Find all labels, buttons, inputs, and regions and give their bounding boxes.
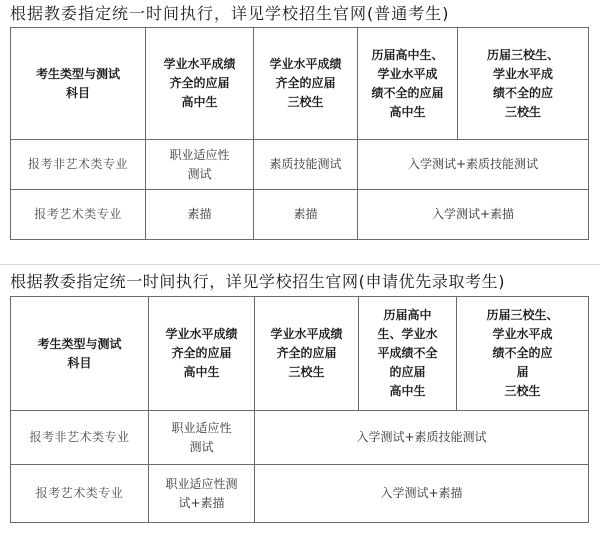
row-label-non-art: 报考非艺术类专业 <box>11 411 149 465</box>
section-title-regular: 根据教委指定统一时间执行，详见学校招生官网(普通考生) <box>10 4 450 23</box>
table-cell: 职业适应性 测试 <box>149 411 255 465</box>
row-label-non-art: 报考非艺术类专业 <box>11 140 146 190</box>
header-cell-category: 考生类型与测试 科目 <box>11 28 146 140</box>
header-cell-past-vocational: 历届三校生、 学业水平成 绩不全的应 届 三校生 <box>457 297 589 411</box>
header-cell-graduating-highschool: 学业水平成绩 齐全的应届 高中生 <box>146 28 254 140</box>
table-cell: 素描 <box>146 190 254 240</box>
row-label-art: 报考艺术类专业 <box>11 190 146 240</box>
header-cell-past-vocational: 历届三校生、 学业水平成 绩不全的应 三校生 <box>458 28 589 140</box>
table-cell: 职业适应性测 试+素描 <box>149 465 255 523</box>
table-cell-merged: 入学测试+素质技能测试 <box>255 411 589 465</box>
table-row <box>11 140 589 190</box>
table-row <box>11 411 589 465</box>
table-header-row <box>11 28 589 140</box>
table-cell: 职业适应性 测试 <box>146 140 254 190</box>
table-cell-merged: 入学测试+素质技能测试 <box>358 140 589 190</box>
header-cell-graduating-vocational: 学业水平成绩 齐全的应届 三校生 <box>255 297 359 411</box>
row-label-art: 报考艺术类专业 <box>11 465 149 523</box>
exam-table-priority <box>10 296 589 523</box>
header-cell-past-highschool: 历届高中生、 学业水平成 绩不全的应届 高中生 <box>358 28 458 140</box>
exam-table-regular <box>10 27 589 240</box>
exam-section-regular <box>0 0 590 240</box>
table-cell-merged: 入学测试+素描 <box>255 465 589 523</box>
header-cell-past-highschool: 历届高中 生、学业水 平成绩不全 的应届 高中生 <box>359 297 457 411</box>
table-header-row <box>11 297 589 411</box>
table-row <box>11 465 589 523</box>
section-title-priority: 根据教委指定统一时间执行，详见学校招生官网(申请优先录取考生) <box>10 272 506 291</box>
table-cell-merged: 入学测试+素描 <box>358 190 589 240</box>
header-cell-category: 考生类型与测试 科目 <box>11 297 149 411</box>
table-cell: 素描 <box>254 190 358 240</box>
table-cell: 素质技能测试 <box>254 140 358 190</box>
header-cell-graduating-vocational: 学业水平成绩 齐全的应届 三校生 <box>254 28 358 140</box>
exam-section-priority <box>0 268 590 523</box>
header-cell-graduating-highschool: 学业水平成绩 齐全的应届 高中生 <box>149 297 255 411</box>
section-divider <box>0 264 600 265</box>
table-row <box>11 190 589 240</box>
